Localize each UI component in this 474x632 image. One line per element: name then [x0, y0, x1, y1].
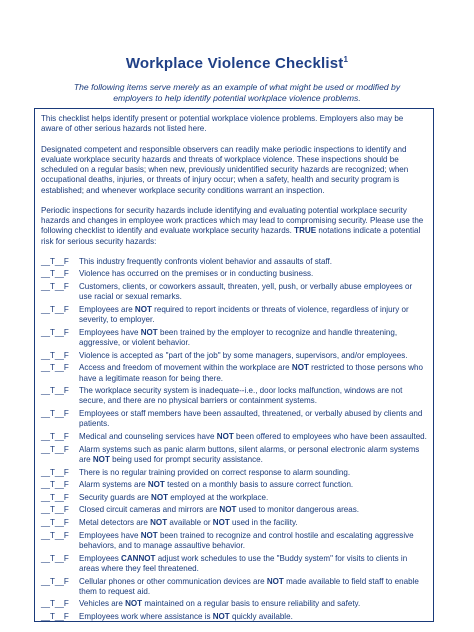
checklist-items: [41, 257, 427, 622]
true-false-marker: __T__F: [41, 612, 69, 622]
checklist-item: [41, 386, 427, 407]
checklist-item-text: Alarm systems such as panic alarm buttons, silent alarms, or personal electronic alarm systems are NOT being used for prompt security assistance.: [79, 444, 420, 464]
true-false-marker: __T__F: [41, 599, 69, 609]
intro-paragraph-2: Designated competent and responsible observers can readily make periodic inspections to identify and evaluate workplace security hazards and threats of workplace violence. These inspections should be scheduled on a regular basis; when new, previously unidentified security hazards are recognized; when occupational deaths, injuries, or threats of injury occur; when a safety, health and security program is established; and whenever workplace security conditions warrant an inspection.: [41, 144, 409, 195]
checklist-item: [41, 432, 427, 442]
title-footnote-marker: 1: [343, 55, 349, 64]
checklist-item-text: Violence has occurred on the premises or in conducting business.: [79, 269, 314, 279]
checklist-item-text: Employees have NOT been trained by the employer to recognize and handle threatening, aggressive, or violent behavior.: [79, 327, 398, 348]
checklist-item: [41, 282, 427, 303]
checklist-item-text: This industry frequently confronts violent behavior and assaults of staff.: [79, 256, 333, 266]
true-false-marker: __T__F: [41, 282, 69, 292]
checklist-item-text: Security guards are NOT employed at the workplace.: [79, 492, 269, 502]
checklist-item-text: Metal detectors are NOT available or NOT used in the facility.: [79, 518, 298, 528]
checklist-item: [41, 505, 427, 515]
title-text: Workplace Violence Checklist: [125, 55, 344, 72]
checklist-item: [41, 468, 427, 478]
checklist-item-text: Employees CANNOT adjust work schedules to use the "Buddy system" for visits to clients in areas where they feel threatened.: [79, 553, 408, 573]
checklist-item-text: The workplace security system is inadequate--i.e., door locks malfunction, windows are not secure, and there are no physical barriers or containment systems.: [79, 386, 403, 406]
checklist-item: [41, 480, 427, 490]
checklist-item: [41, 612, 427, 622]
page-title: [0, 55, 474, 72]
true-false-marker: __T__F: [41, 505, 69, 515]
checklist-item: [41, 445, 427, 466]
true-false-marker: __T__F: [41, 363, 69, 373]
true-false-marker: __T__F: [41, 576, 69, 586]
checklist-item: [41, 554, 427, 575]
true-false-marker: __T__F: [41, 518, 69, 528]
checklist-item-text: Employees or staff members have been assaulted, threatened, or verbally abused by clients and patients.: [79, 409, 423, 429]
checklist-item-text: Medical and counseling services have NOT been offered to employees who have been assaulted.: [79, 432, 427, 442]
checklist-item: [41, 305, 427, 326]
checklist-item: [41, 269, 427, 279]
checklist-item: [41, 531, 427, 552]
checklist-item-text: Alarm systems are NOT tested on a monthly basis to assure correct function.: [79, 480, 354, 490]
intro-paragraph-1: This checklist helps identify present or potential workplace violence problems. Employers also may be aware of other serious hazards not listed here.: [41, 114, 404, 134]
checklist-item: [41, 518, 427, 528]
checklist-item-text: Vehicles are NOT maintained on a regular basis to ensure reliability and safety.: [79, 599, 361, 609]
intro-text: The following items serve merely as an example of what might be used or modified by employers to help identify potential workplace violence problems.: [73, 82, 401, 103]
true-false-marker: __T__F: [41, 269, 69, 279]
true-false-marker: __T__F: [41, 256, 69, 266]
checklist-item: [41, 577, 427, 598]
checklist-item: [41, 493, 427, 503]
true-false-marker: __T__F: [41, 327, 69, 337]
true-false-marker: __T__F: [41, 304, 69, 314]
intro-paragraph-3: Periodic inspections for security hazards include identifying and evaluating potential workplace security hazards and changes in employee work practices which may lead to compromising security. Please use the following checklist to identify and evaluate workplace security hazards. TRUE notations indicate a potential risk for serious security hazards:: [41, 205, 424, 246]
checklist-item-text: Violence is accepted as "part of the job" by some managers, supervisors, and/or employees.: [79, 350, 408, 360]
true-false-marker: __T__F: [41, 530, 69, 540]
true-false-marker: __T__F: [41, 480, 69, 490]
checklist-item-text: Employees are NOT required to report incidents or threats of violence, regardless of injury or severity, to employer.: [79, 304, 409, 325]
checklist-item: [41, 351, 427, 361]
checklist-box: [34, 108, 434, 622]
checklist-item: [41, 328, 427, 349]
true-false-marker: __T__F: [41, 467, 69, 477]
checklist-item: [41, 409, 427, 430]
true-false-marker: __T__F: [41, 553, 69, 563]
checklist-item-text: Employees work where assistance is NOT quickly available.: [79, 612, 293, 622]
checklist-item-text: Employees have NOT been trained to recognize and control hostile and escalating aggressive behaviors, and to manage assaultive behavior.: [79, 530, 414, 550]
checklist-item: [41, 599, 427, 609]
true-false-marker: __T__F: [41, 432, 69, 442]
true-false-marker: __T__F: [41, 350, 69, 360]
checklist-item-text: There is no regular training provided on correct response to alarm sounding.: [79, 467, 351, 477]
checklist-item-text: Customers, clients, or coworkers assault, threaten, yell, push, or verbally abuse employees or use racial or sexual remarks.: [79, 282, 413, 302]
checklist-item-text: Closed circuit cameras and mirrors are NOT used to monitor dangerous areas.: [79, 505, 359, 515]
true-false-marker: __T__F: [41, 492, 69, 502]
true-false-marker: __T__F: [41, 409, 69, 419]
checklist-item: [41, 363, 427, 384]
true-false-marker: __T__F: [41, 386, 69, 396]
true-false-marker: __T__F: [41, 444, 69, 454]
checklist-item: [41, 257, 427, 267]
checklist-item-text: Cellular phones or other communication devices are NOT made available to field staff to enable them to request aid.: [79, 576, 419, 596]
checklist-item-text: Access and freedom of movement within the workplace are NOT restricted to those persons who have a legitimate reason for being there.: [79, 363, 423, 383]
